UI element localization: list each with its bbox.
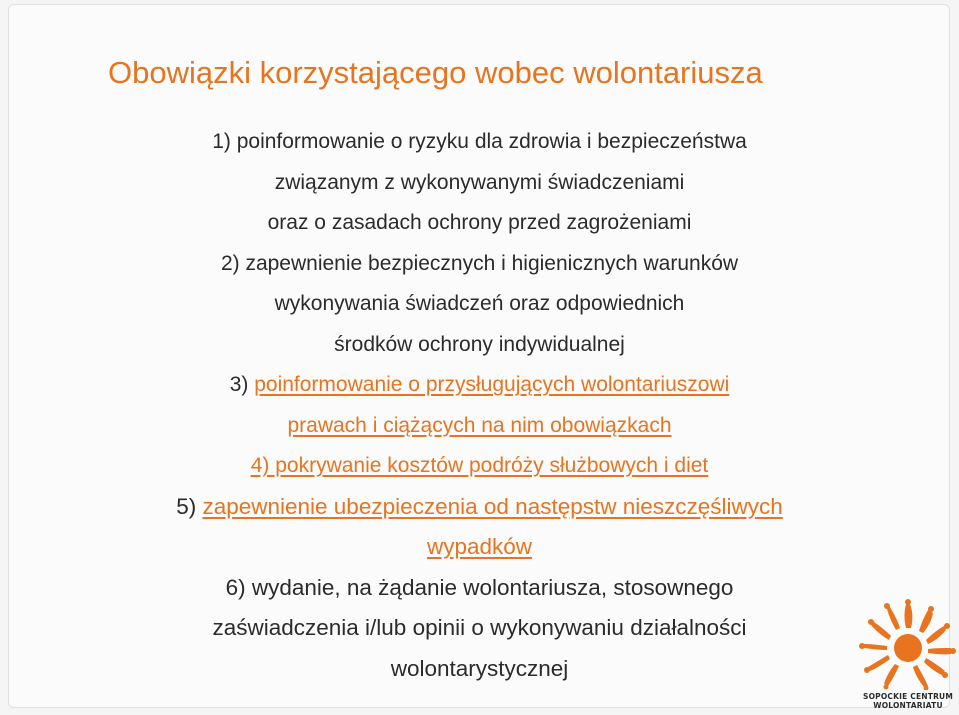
- body-line: [0, 446, 959, 487]
- line-text: 5): [176, 493, 203, 519]
- hands-sun-icon: [858, 598, 958, 690]
- line-link-text[interactable]: zapewnienie ubezpieczenia od następstw nieszczęśliwych: [202, 493, 783, 519]
- line-text: zaświadczenia i/lub opinii o wykonywaniu działalności: [212, 615, 747, 640]
- body-line: [0, 325, 959, 366]
- body-line: [0, 487, 959, 528]
- line-text: wolontarystycznej: [390, 655, 569, 681]
- line-text: oraz o zasadach ochrony przed zagrożeniami: [267, 211, 692, 234]
- line-text: środków ochrony indywidualnej: [334, 332, 625, 356]
- line-text: 2) zapewnienie bezpiecznych i higienicznych warunków: [220, 251, 739, 275]
- line-link-text[interactable]: wypadków: [426, 534, 533, 559]
- slide-title: Obowiązki korzystającego wobec wolontariusza: [108, 55, 763, 90]
- line-text: 6) wydanie, na żądanie wolontariusza, stosownego: [225, 574, 734, 600]
- body-line: [0, 527, 959, 568]
- line-text: 3): [229, 373, 255, 396]
- body-line: [0, 608, 959, 649]
- line-text: związanym z wykonywanymi świadczeniami: [274, 170, 685, 194]
- body-line: [0, 284, 959, 325]
- line-link-text[interactable]: poinformowanie o przysługujących wolontariuszowi: [254, 373, 730, 396]
- body-line: [0, 568, 959, 609]
- logo-line-2: WOLONTARIATU: [873, 701, 943, 710]
- line-link-text[interactable]: prawach i ciążących na nim obowiązkach: [287, 413, 672, 437]
- body-line: [0, 244, 959, 285]
- body-line: [0, 649, 959, 690]
- logo-line-1: SOPOCKIE CENTRUM: [862, 692, 954, 701]
- body-line: [0, 406, 959, 447]
- line-text: wykonywania świadczeń oraz odpowiednich: [274, 292, 685, 315]
- body-line: [0, 122, 959, 163]
- slide-body: [0, 122, 959, 689]
- body-line: [0, 203, 959, 244]
- line-link-text[interactable]: 4) pokrywanie kosztów podróży służbowych i diet: [250, 454, 709, 477]
- line-text: 1) poinformowanie o ryzyku dla zdrowia i bezpieczeństwa: [212, 130, 747, 153]
- body-line: [0, 365, 959, 406]
- body-line: [0, 163, 959, 204]
- sopockie-centrum-logo: [858, 598, 958, 715]
- logo-text: [858, 692, 958, 710]
